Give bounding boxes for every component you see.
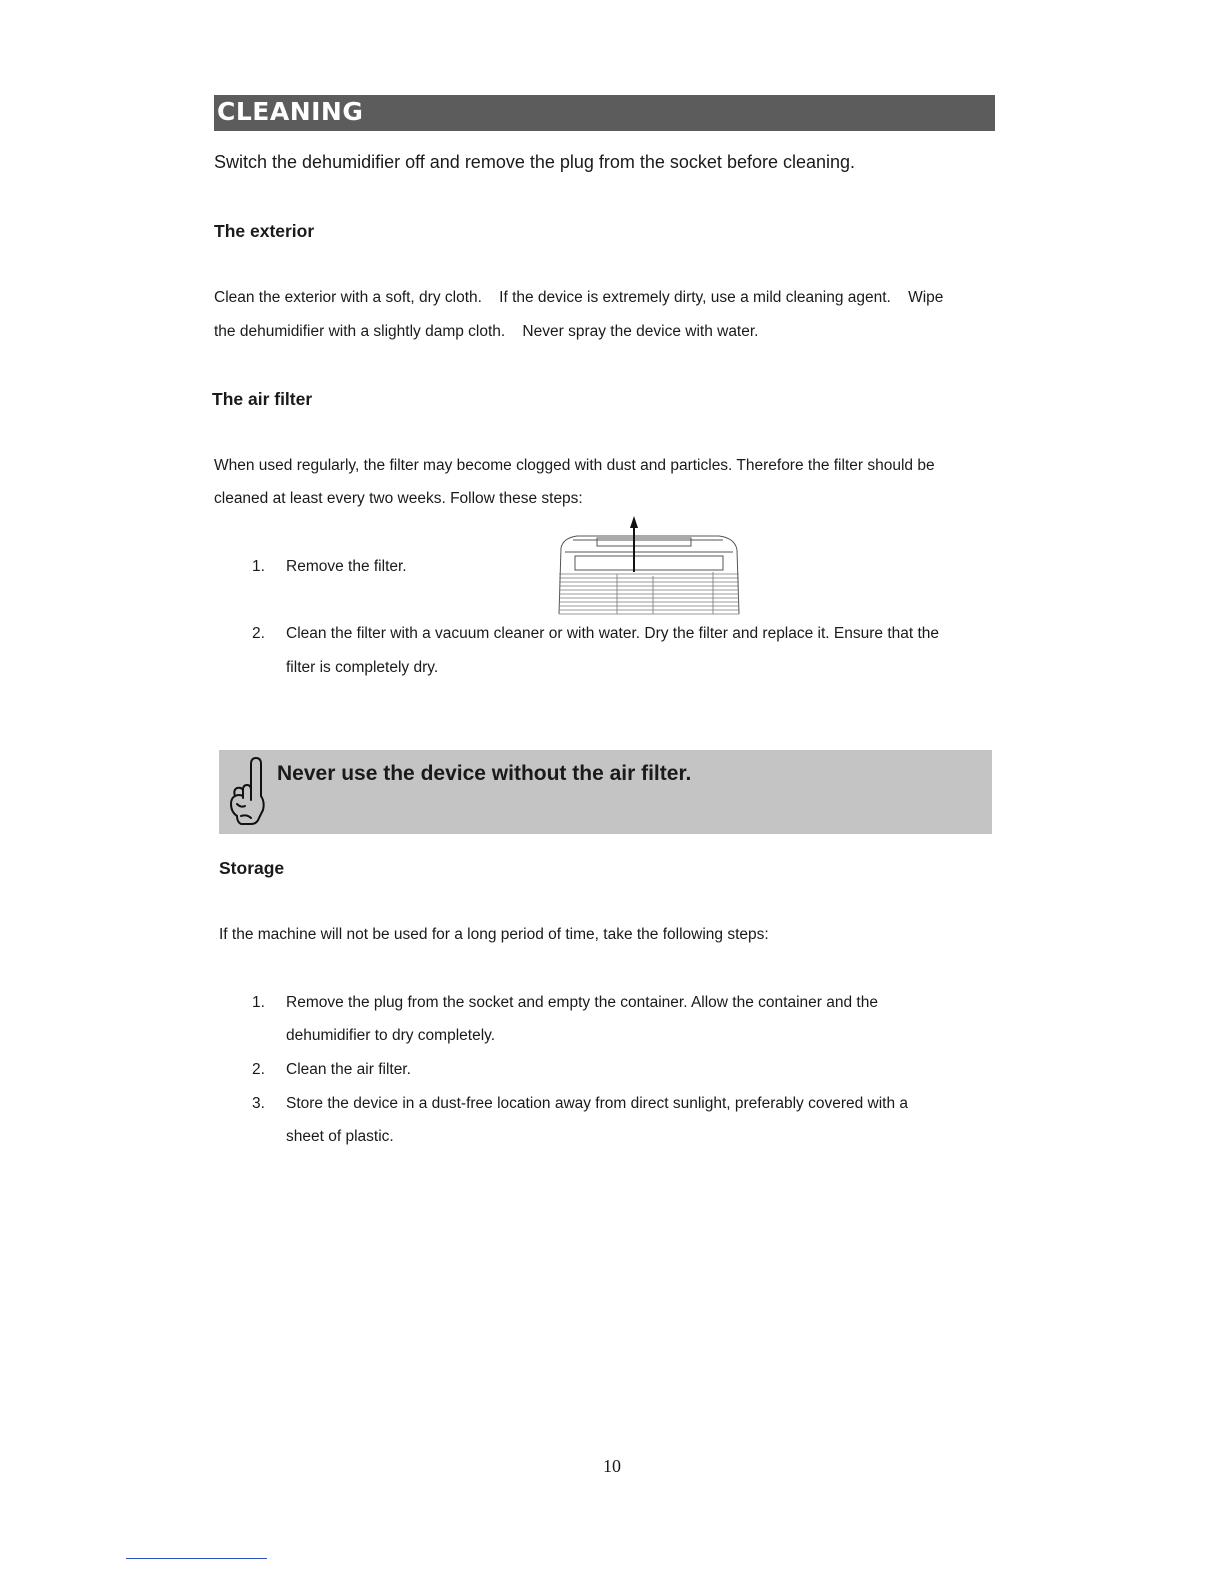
pointing-hand-icon xyxy=(227,756,267,828)
step-text-continued: dehumidifier to dry completely. xyxy=(286,1027,496,1044)
footnote-divider xyxy=(126,1558,267,1559)
dehumidifier-filter-illustration xyxy=(553,514,743,616)
air-filter-heading: The air filter xyxy=(212,389,313,409)
warning-box xyxy=(219,750,992,834)
step-text: Remove the filter. xyxy=(286,558,407,575)
up-arrow-icon xyxy=(630,516,638,572)
step-text: Clean the air filter. xyxy=(286,1061,411,1078)
exterior-line-1: Clean the exterior with a soft, dry cloth. If the device is extremely dirty, use a mild cleaning agent. Wipe xyxy=(214,289,944,306)
step-number: 2. xyxy=(252,1061,265,1078)
step-text-continued: filter is completely dry. xyxy=(286,659,439,676)
step-text: Store the device in a dust-free location away from direct sunlight, preferably covered with a xyxy=(286,1095,909,1112)
section-header xyxy=(214,95,995,131)
intro-text: Switch the dehumidifier off and remove the plug from the socket before cleaning. xyxy=(214,152,856,172)
step-number: 3. xyxy=(252,1095,265,1112)
storage-intro: If the machine will not be used for a long period of time, take the following steps: xyxy=(219,926,769,943)
exterior-heading: The exterior xyxy=(214,221,315,241)
page-number: 10 xyxy=(603,1456,621,1476)
step-number: 2. xyxy=(252,625,265,642)
air-filter-line-1: When used regularly, the filter may become clogged with dust and particles. Therefore the filter should be xyxy=(214,457,935,474)
warning-text: Never use the device without the air filter. xyxy=(277,762,692,785)
exterior-line-2: the dehumidifier with a slightly damp cloth. Never spray the device with water. xyxy=(214,323,759,340)
step-number: 1. xyxy=(252,994,265,1011)
step-number: 1. xyxy=(252,558,265,575)
step-text: Remove the plug from the socket and empty the container. Allow the container and the xyxy=(286,994,878,1011)
storage-heading: Storage xyxy=(219,858,285,878)
air-filter-line-2: cleaned at least every two weeks. Follow these steps: xyxy=(214,490,583,507)
step-text-continued: sheet of plastic. xyxy=(286,1128,394,1145)
section-title: CLEANING xyxy=(217,97,364,126)
step-text: Clean the filter with a vacuum cleaner or with water. Dry the filter and replace it. Ensure that the xyxy=(286,625,940,642)
